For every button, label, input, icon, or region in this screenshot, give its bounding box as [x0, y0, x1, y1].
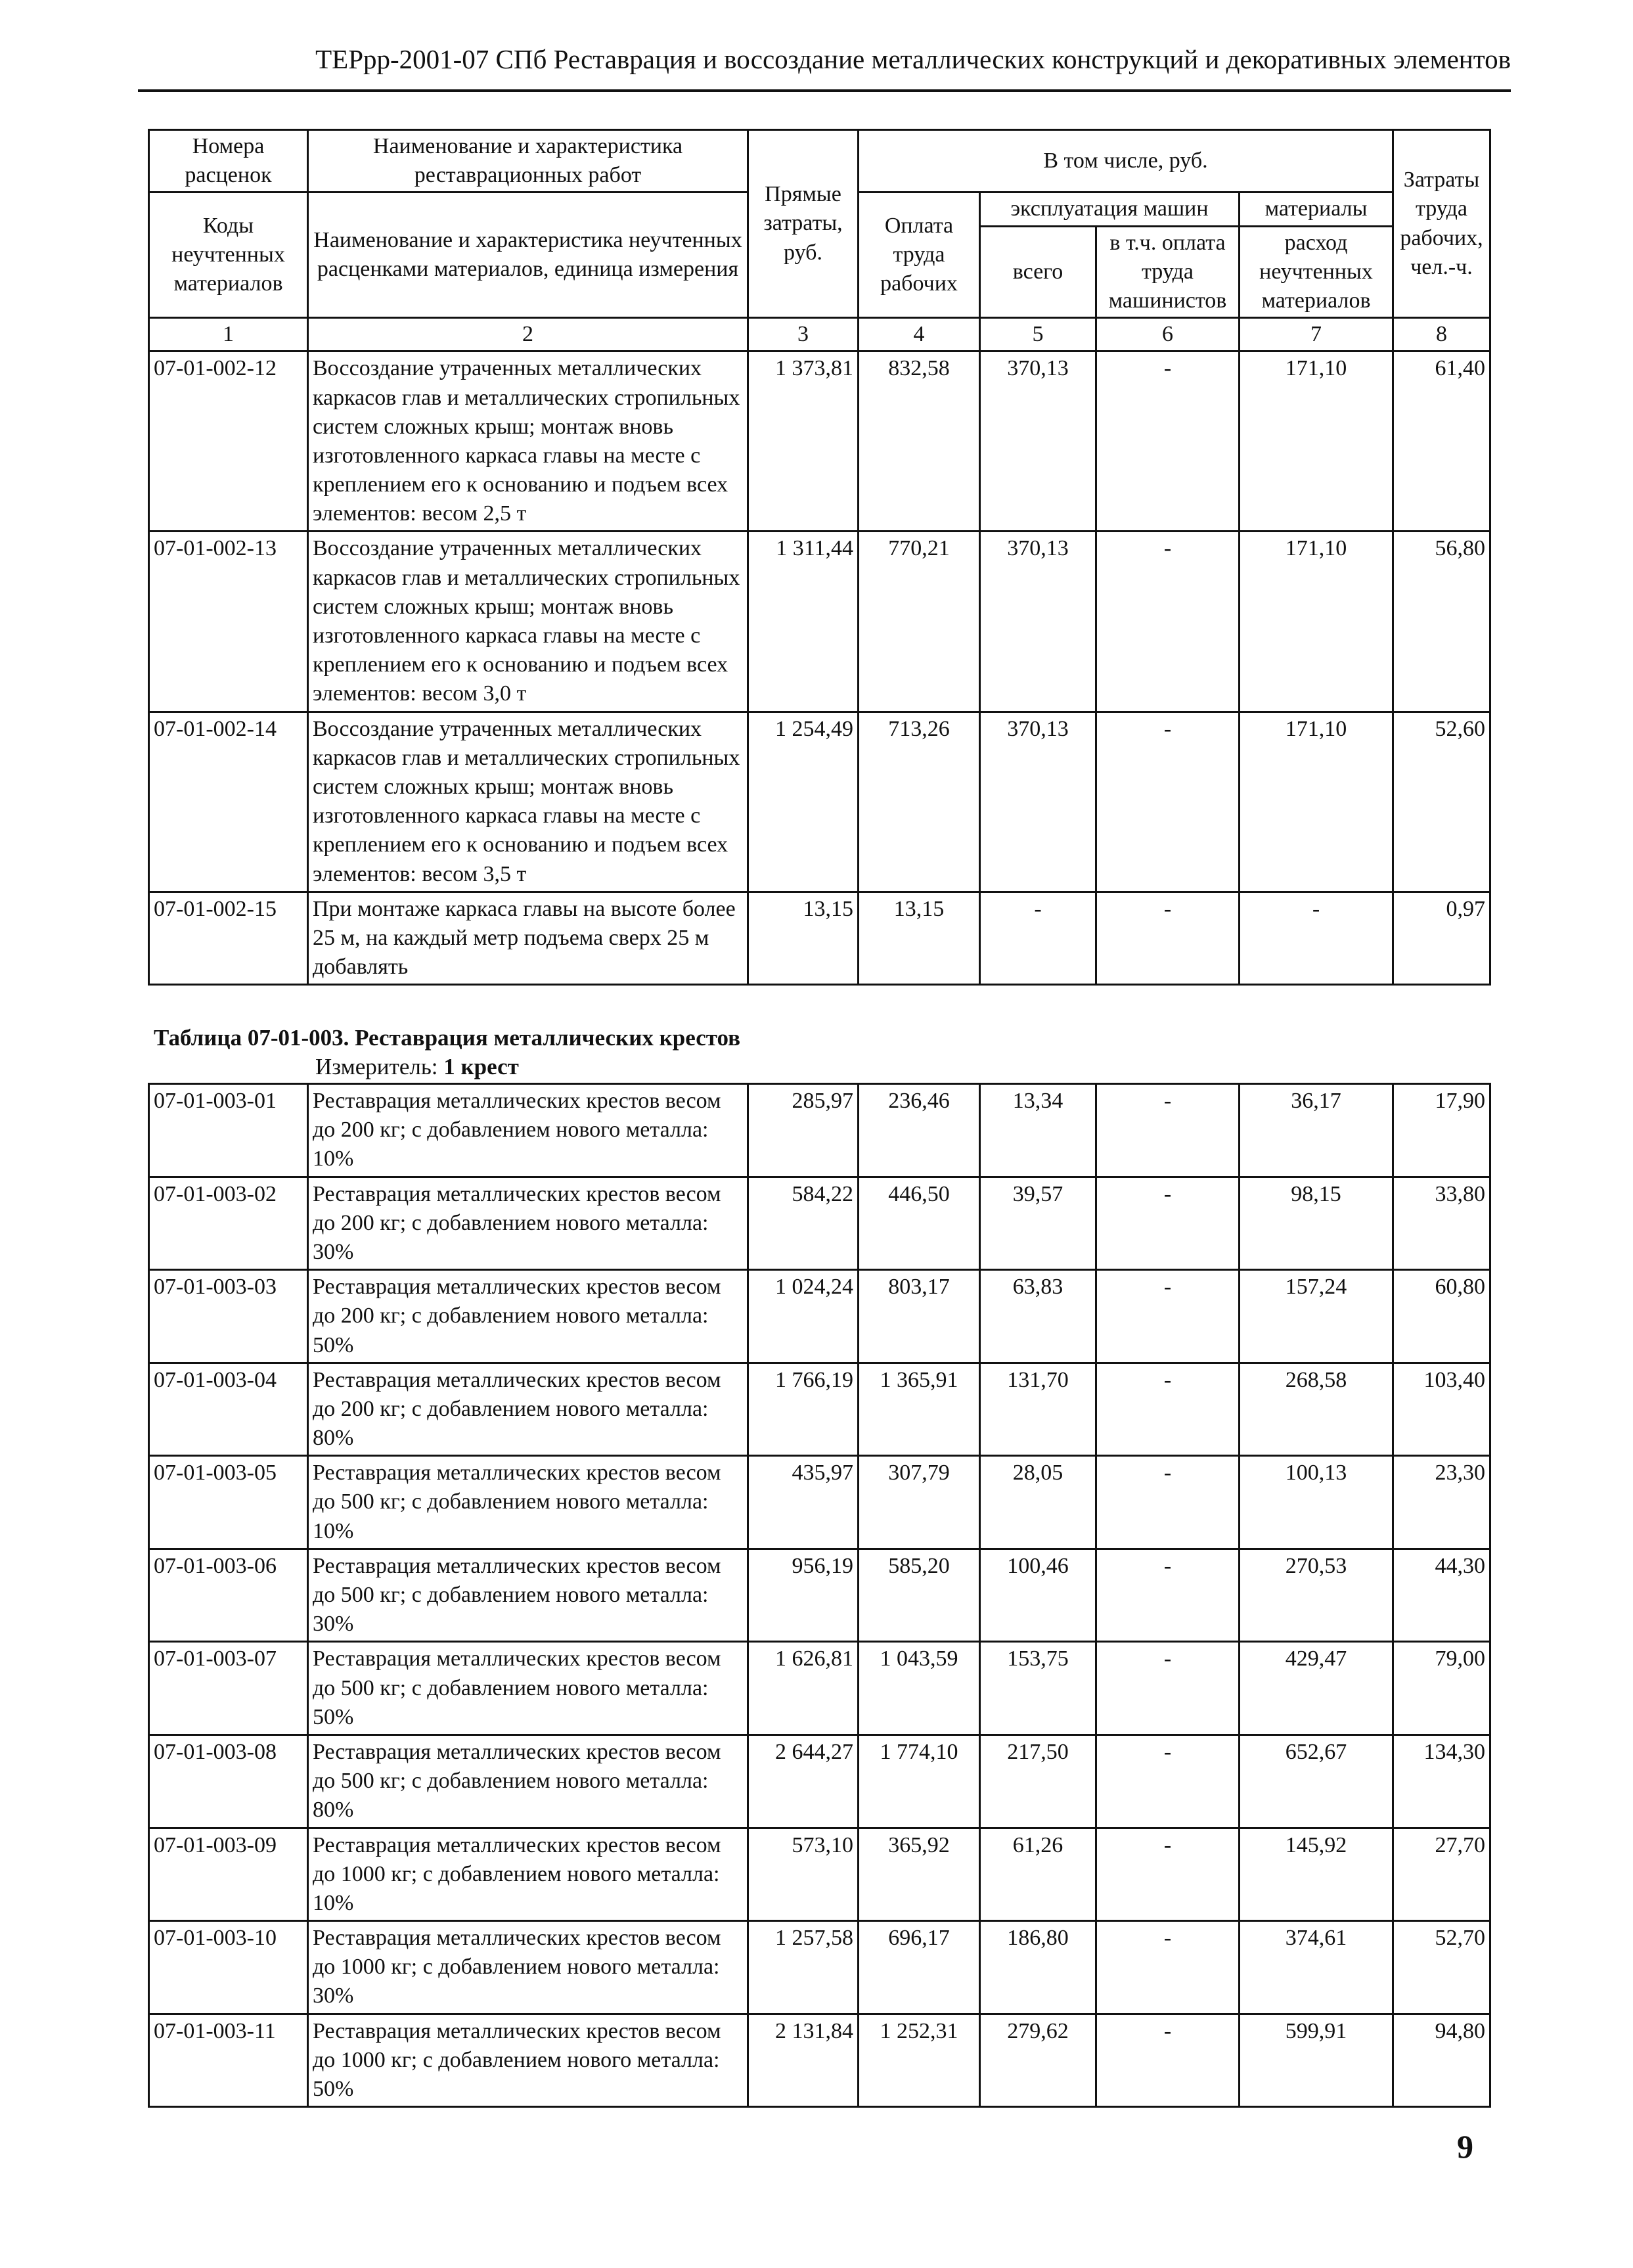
materials: 171,10 — [1240, 532, 1393, 712]
labor-pay: 803,17 — [859, 1270, 980, 1363]
materials: 98,15 — [1240, 1177, 1393, 1270]
rate-code: 07-01-003-05 — [149, 1456, 308, 1549]
col-number: 2 — [308, 318, 748, 352]
machine-total: 63,83 — [980, 1270, 1096, 1363]
rate-description: Реставрация металлических крестов весом до 500 кг; с добавлением нового металла: 30% — [308, 1549, 748, 1642]
machine-labor: - — [1096, 892, 1240, 985]
table-row — [149, 712, 1490, 892]
labor-pay: 1 774,10 — [859, 1735, 980, 1828]
labor-hours: 27,70 — [1393, 1828, 1490, 1921]
machine-total: 370,13 — [980, 712, 1096, 892]
table-row — [149, 1549, 1490, 1642]
materials: 145,92 — [1240, 1828, 1393, 1921]
labor-hours: 60,80 — [1393, 1270, 1490, 1363]
head-material-codes: Коды неучтенных материалов — [149, 193, 308, 318]
labor-hours: 94,80 — [1393, 2014, 1490, 2107]
labor-pay: 585,20 — [859, 1549, 980, 1642]
head-material-names: Наименование и характеристика неучтенных расценками материалов, единица измерения — [308, 193, 748, 318]
rate-code: 07-01-003-04 — [149, 1363, 308, 1456]
rate-code: 07-01-003-06 — [149, 1549, 308, 1642]
machine-labor: - — [1096, 1084, 1240, 1177]
rate-description: Реставрация металлических крестов весом до 500 кг; с добавлением нового металла: 10% — [308, 1456, 748, 1549]
machine-labor: - — [1096, 1549, 1240, 1642]
direct-costs: 1 373,81 — [748, 352, 859, 532]
table-row — [149, 352, 1490, 532]
labor-pay: 696,17 — [859, 1921, 980, 2014]
labor-hours: 103,40 — [1393, 1363, 1490, 1456]
materials: 36,17 — [1240, 1084, 1393, 1177]
direct-costs: 2 644,27 — [748, 1735, 859, 1828]
rate-code: 07-01-003-02 — [149, 1177, 308, 1270]
rate-description: Воссоздание утраченных металлических каркасов глав и металлических стропильных систем сложных крыш; монтаж вновь изготовленного каркаса главы на месте с креплением его к основанию и подъем всех элементов: весом 3,0 т — [308, 532, 748, 712]
head-direct-costs: Прямые затраты, руб. — [748, 130, 859, 318]
rate-description: Реставрация металлических крестов весом до 1000 кг; с добавлением нового металла: 10% — [308, 1828, 748, 1921]
direct-costs: 285,97 — [748, 1084, 859, 1177]
col-number: 1 — [149, 318, 308, 352]
table-row — [149, 2014, 1490, 2107]
rate-code: 07-01-003-01 — [149, 1084, 308, 1177]
direct-costs: 1 766,19 — [748, 1363, 859, 1456]
labor-pay: 713,26 — [859, 712, 980, 892]
direct-costs: 13,15 — [748, 892, 859, 985]
head-materials: материалы — [1240, 193, 1393, 226]
labor-pay: 307,79 — [859, 1456, 980, 1549]
labor-hours: 44,30 — [1393, 1549, 1490, 1642]
table-row — [149, 1828, 1490, 1921]
rate-code: 07-01-002-15 — [149, 892, 308, 985]
table-row — [149, 1177, 1490, 1270]
labor-pay: 1 043,59 — [859, 1642, 980, 1735]
machine-labor: - — [1096, 712, 1240, 892]
meter-value: 1 крест — [443, 1054, 519, 1079]
machine-total: - — [980, 892, 1096, 985]
labor-hours: 56,80 — [1393, 532, 1490, 712]
rate-code: 07-01-002-14 — [149, 712, 308, 892]
head-work-name: Наименование и характеристика реставрационных работ — [308, 130, 748, 193]
labor-pay: 770,21 — [859, 532, 980, 712]
table-row — [149, 892, 1490, 985]
table-row — [149, 1921, 1490, 2014]
rate-code: 07-01-003-03 — [149, 1270, 308, 1363]
machine-total: 279,62 — [980, 2014, 1096, 2107]
col-number: 4 — [859, 318, 980, 352]
labor-hours: 61,40 — [1393, 352, 1490, 532]
head-labor-costs: Затраты труда рабочих, чел.-ч. — [1393, 130, 1490, 318]
table-row — [149, 1642, 1490, 1735]
labor-hours: 134,30 — [1393, 1735, 1490, 1828]
head-machine-ops: эксплуатация машин — [980, 193, 1240, 226]
rate-description: Реставрация металлических крестов весом до 500 кг; с добавлением нового металла: 80% — [308, 1735, 748, 1828]
machine-total: 370,13 — [980, 352, 1096, 532]
rate-description: Реставрация металлических крестов весом до 1000 кг; с добавлением нового металла: 30% — [308, 1921, 748, 2014]
direct-costs: 1 024,24 — [748, 1270, 859, 1363]
machine-labor: - — [1096, 1456, 1240, 1549]
machine-total: 61,26 — [980, 1828, 1096, 1921]
table-row — [149, 1084, 1490, 1177]
materials: 171,10 — [1240, 352, 1393, 532]
meter-label: Измеритель: — [315, 1054, 438, 1079]
direct-costs: 1 257,58 — [748, 1921, 859, 2014]
rate-description: Реставрация металлических крестов весом до 200 кг; с добавлением нового металла: 30% — [308, 1177, 748, 1270]
rate-description: Реставрация металлических крестов весом до 200 кг; с добавлением нового металла: 50% — [308, 1270, 748, 1363]
section-meter — [315, 1054, 519, 1080]
machine-total: 13,34 — [980, 1084, 1096, 1177]
rate-code: 07-01-003-10 — [149, 1921, 308, 2014]
rate-description: Реставрация металлических крестов весом до 200 кг; с добавлением нового металла: 10% — [308, 1084, 748, 1177]
table-row — [149, 1735, 1490, 1828]
labor-hours: 79,00 — [1393, 1642, 1490, 1735]
materials: 652,67 — [1240, 1735, 1393, 1828]
direct-costs: 2 131,84 — [748, 2014, 859, 2107]
rate-description: При монтаже каркаса главы на высоте более 25 м, на каждый метр подъема сверх 25 м добавлять — [308, 892, 748, 985]
materials: 429,47 — [1240, 1642, 1393, 1735]
rate-code: 07-01-002-12 — [149, 352, 308, 532]
labor-pay: 446,50 — [859, 1177, 980, 1270]
rate-description: Воссоздание утраченных металлических каркасов глав и металлических стропильных систем сложных крыш; монтаж вновь изготовленного каркаса главы на месте с креплением его к основанию и подъем всех элементов: весом 3,5 т — [308, 712, 748, 892]
col-number: 8 — [1393, 318, 1490, 352]
labor-pay: 13,15 — [859, 892, 980, 985]
header-rule — [138, 89, 1511, 92]
materials: 374,61 — [1240, 1921, 1393, 2014]
machine-total: 131,70 — [980, 1363, 1096, 1456]
machine-labor: - — [1096, 1735, 1240, 1828]
running-header: ТЕРрр-2001-07 СПб Реставрация и воссоздание металлических конструкций и декоративных элементов — [315, 44, 1511, 74]
rate-code: 07-01-003-08 — [149, 1735, 308, 1828]
materials: 270,53 — [1240, 1549, 1393, 1642]
machine-total: 217,50 — [980, 1735, 1096, 1828]
head-in-total: В том числе, руб. — [859, 130, 1393, 193]
rate-code: 07-01-003-07 — [149, 1642, 308, 1735]
labor-hours: 52,70 — [1393, 1921, 1490, 2014]
machine-labor: - — [1096, 1921, 1240, 2014]
head-machine-total: всего — [980, 226, 1096, 318]
machine-total: 39,57 — [980, 1177, 1096, 1270]
direct-costs: 435,97 — [748, 1456, 859, 1549]
col-number: 3 — [748, 318, 859, 352]
labor-pay: 365,92 — [859, 1828, 980, 1921]
materials: 157,24 — [1240, 1270, 1393, 1363]
machine-total: 100,46 — [980, 1549, 1096, 1642]
machine-total: 153,75 — [980, 1642, 1096, 1735]
labor-hours: 0,97 — [1393, 892, 1490, 985]
direct-costs: 956,19 — [748, 1549, 859, 1642]
rate-code: 07-01-002-13 — [149, 532, 308, 712]
direct-costs: 1 311,44 — [748, 532, 859, 712]
table-row — [149, 1270, 1490, 1363]
rates-table-07-01-002 — [148, 129, 1491, 986]
machine-labor: - — [1096, 1642, 1240, 1735]
direct-costs: 573,10 — [748, 1828, 859, 1921]
materials: 100,13 — [1240, 1456, 1393, 1549]
rate-description: Реставрация металлических крестов весом до 500 кг; с добавлением нового металла: 50% — [308, 1642, 748, 1735]
rate-description: Реставрация металлических крестов весом до 1000 кг; с добавлением нового металла: 50% — [308, 2014, 748, 2107]
machine-labor: - — [1096, 1363, 1240, 1456]
rate-code: 07-01-003-09 — [149, 1828, 308, 1921]
head-materials-consumption: расход неучтенных материалов — [1240, 226, 1393, 318]
materials: 171,10 — [1240, 712, 1393, 892]
labor-hours: 52,60 — [1393, 712, 1490, 892]
machine-labor: - — [1096, 1270, 1240, 1363]
section-title: Таблица 07-01-003. Реставрация металлических крестов — [154, 1025, 740, 1051]
labor-pay: 236,46 — [859, 1084, 980, 1177]
rate-code: 07-01-003-11 — [149, 2014, 308, 2107]
head-labor-pay: Оплата труда рабочих — [859, 193, 980, 318]
col-number: 7 — [1240, 318, 1393, 352]
direct-costs: 1 254,49 — [748, 712, 859, 892]
machine-labor: - — [1096, 2014, 1240, 2107]
machine-labor: - — [1096, 532, 1240, 712]
labor-pay: 1 365,91 — [859, 1363, 980, 1456]
machine-labor: - — [1096, 352, 1240, 532]
machine-total: 28,05 — [980, 1456, 1096, 1549]
materials: - — [1240, 892, 1393, 985]
machine-labor: - — [1096, 1177, 1240, 1270]
page-number: 9 — [1457, 2128, 1473, 2165]
col-number: 6 — [1096, 318, 1240, 352]
labor-hours: 33,80 — [1393, 1177, 1490, 1270]
head-machine-labor: в т.ч. оплата труда машинистов — [1096, 226, 1240, 318]
head-rate-numbers: Номера расценок — [149, 130, 308, 193]
table-row — [149, 1456, 1490, 1549]
rate-description: Реставрация металлических крестов весом до 200 кг; с добавлением нового металла: 80% — [308, 1363, 748, 1456]
direct-costs: 584,22 — [748, 1177, 859, 1270]
materials: 599,91 — [1240, 2014, 1393, 2107]
labor-pay: 832,58 — [859, 352, 980, 532]
machine-total: 186,80 — [980, 1921, 1096, 2014]
labor-pay: 1 252,31 — [859, 2014, 980, 2107]
direct-costs: 1 626,81 — [748, 1642, 859, 1735]
materials: 268,58 — [1240, 1363, 1393, 1456]
labor-hours: 23,30 — [1393, 1456, 1490, 1549]
table-row — [149, 532, 1490, 712]
rates-table-07-01-003 — [148, 1083, 1491, 2108]
rate-description: Воссоздание утраченных металлических каркасов глав и металлических стропильных систем сложных крыш; монтаж вновь изготовленного каркаса главы на месте с креплением его к основанию и подъем всех элементов: весом 2,5 т — [308, 352, 748, 532]
table-row — [149, 1363, 1490, 1456]
machine-labor: - — [1096, 1828, 1240, 1921]
machine-total: 370,13 — [980, 532, 1096, 712]
labor-hours: 17,90 — [1393, 1084, 1490, 1177]
col-number: 5 — [980, 318, 1096, 352]
